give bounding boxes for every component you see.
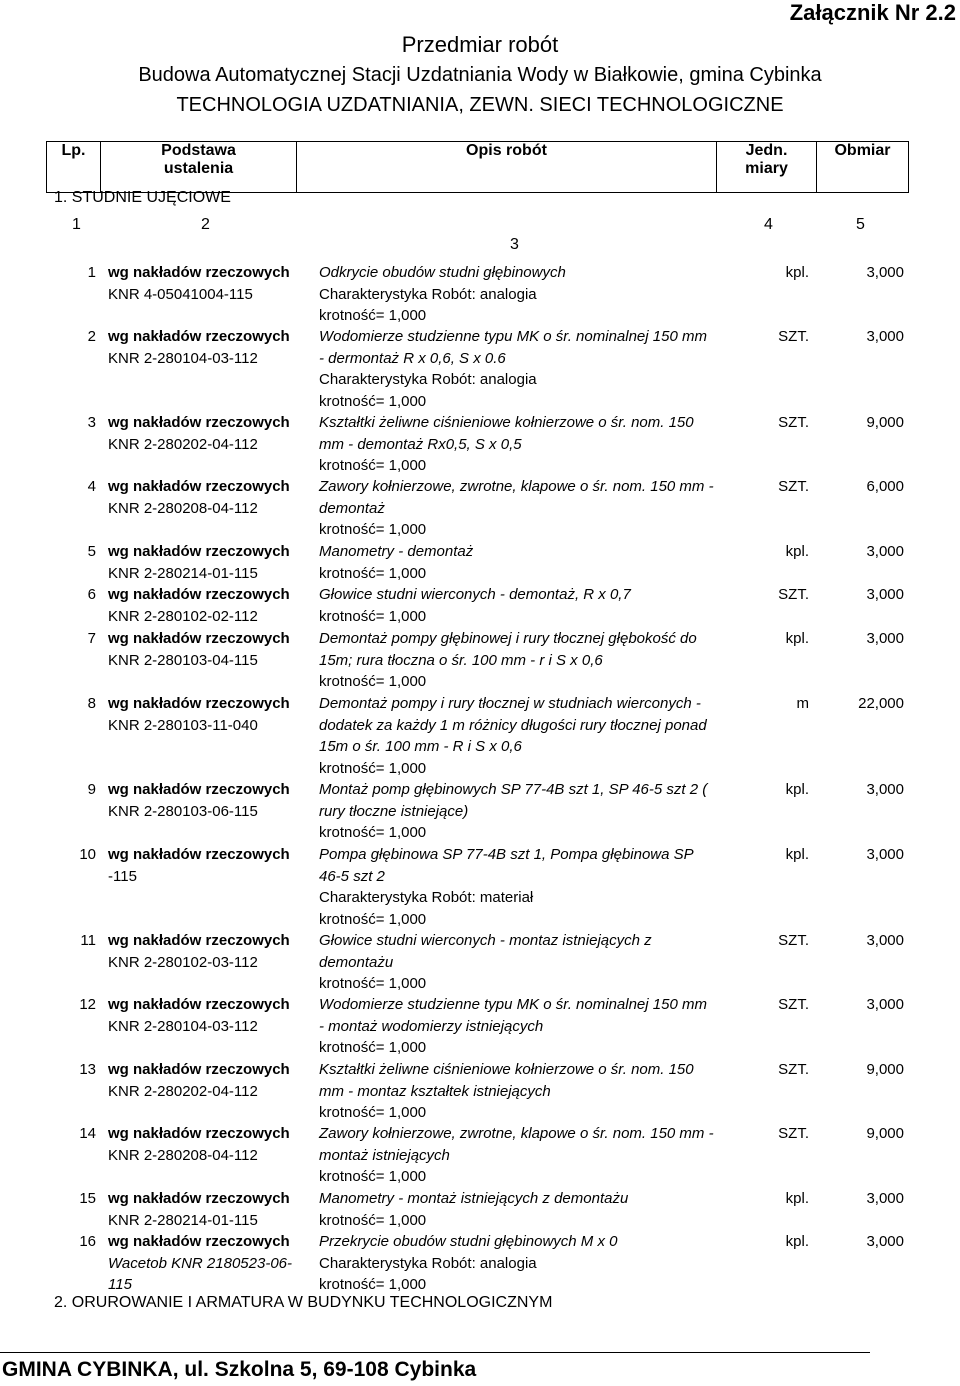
description-detail: krotność= 1,000 — [319, 392, 427, 410]
description-detail: krotność= 1,000 — [319, 910, 427, 928]
row-quantity: 3,000 — [866, 846, 904, 863]
basis-code: KNR 2-280202-04-112 — [108, 435, 258, 453]
row-unit: m — [796, 695, 809, 712]
row-quantity: 6,000 — [866, 478, 904, 495]
document-title — [0, 30, 960, 120]
row-lp: 11 — [80, 932, 96, 949]
row-unit: SZT. — [778, 414, 809, 431]
table-row — [46, 541, 908, 584]
description-line: rury tłoczne istniejące) — [319, 802, 469, 820]
basis-code: KNR 2-280104-03-112 — [108, 1017, 258, 1035]
row-lp: 12 — [79, 996, 96, 1013]
description-detail: Charakterystyka Robót: analogia — [319, 1254, 537, 1272]
row-basis — [108, 262, 298, 305]
description-line: mm - demontaż Rx0,5, S x 0,5 — [319, 435, 522, 453]
basis-code: KNR 2-280214-01-115 — [108, 564, 258, 582]
basis-method: wg nakładów rzeczowych — [108, 932, 290, 949]
description-detail: krotność= 1,000 — [319, 1276, 427, 1293]
row-description — [319, 1059, 739, 1124]
row-basis — [108, 1231, 298, 1296]
row-description — [319, 1231, 739, 1296]
description-line: montaż istniejących — [319, 1146, 450, 1164]
row-lp: 16 — [79, 1233, 96, 1250]
row-lp: 9 — [87, 781, 96, 798]
row-quantity: 3,000 — [866, 996, 904, 1013]
description-detail: krotność= 1,000 — [319, 564, 427, 582]
table-row — [46, 628, 908, 693]
basis-code: KNR 4-05041004-115 — [108, 285, 253, 303]
col-number-5: 5 — [856, 216, 865, 233]
basis-code: KNR 2-280103-04-115 — [108, 651, 258, 669]
description-line: 15m; rura tłoczna o śr. 100 mm - r i S x 0,6 — [319, 651, 603, 669]
row-description — [319, 412, 739, 477]
row-lp: 15 — [79, 1190, 96, 1207]
row-lp: 2 — [87, 328, 96, 345]
basis-code: KNR 2-280102-03-112 — [108, 953, 258, 971]
description-line: - dermontaż R x 0,6, S x 0.6 — [319, 349, 506, 367]
row-description — [319, 584, 739, 627]
basis-code: KNR 2-280102-02-112 — [108, 607, 258, 625]
row-basis — [108, 779, 298, 822]
row-basis — [108, 476, 298, 519]
basis-method: wg nakładów rzeczowych — [108, 1190, 290, 1207]
row-unit: SZT. — [778, 586, 809, 603]
description-line: dodatek za każdy 1 m różnicy długości rury tłocznej ponad — [319, 716, 707, 734]
table-row — [46, 779, 908, 844]
description-line: Zawory kołnierzowe, zwrotne, klapowe o śr. nom. 150 mm - — [319, 1125, 714, 1142]
title-main: Przedmiar robót — [401, 32, 559, 57]
row-description — [319, 779, 739, 844]
description-detail: krotność= 1,000 — [319, 975, 427, 992]
basis-method: wg nakładów rzeczowych — [108, 846, 290, 863]
row-description — [319, 1123, 739, 1188]
row-lp: 3 — [87, 414, 96, 431]
row-basis — [108, 326, 298, 369]
description-detail: krotność= 1,000 — [319, 673, 427, 690]
basis-method: wg nakładów rzeczowych — [108, 781, 290, 798]
description-detail: Charakterystyka Robót: analogia — [319, 371, 537, 388]
table-row — [46, 844, 908, 930]
row-basis — [108, 994, 298, 1037]
column-numbers — [46, 210, 908, 264]
basis-method: wg nakładów rzeczowych — [108, 1233, 290, 1250]
description-detail: krotność= 1,000 — [319, 1104, 427, 1121]
row-description — [319, 262, 739, 327]
basis-method: wg nakładów rzeczowych — [108, 414, 290, 431]
basis-code-cont: 115 — [108, 1276, 132, 1293]
row-description — [319, 693, 739, 779]
description-line: Zawory kołnierzowe, zwrotne, klapowe o śr. nom. 150 mm - — [319, 478, 714, 495]
description-line: Kształtki żeliwne ciśnieniowe kołnierzowe o śr. nom. 150 — [319, 1061, 694, 1078]
description-line: Przekrycie obudów studni głębinowych M x 0 — [319, 1233, 618, 1250]
description-line: mm - montaz kształtek istniejących — [319, 1082, 551, 1100]
table-row — [46, 584, 908, 628]
row-description — [319, 628, 739, 693]
basis-code: KNR 2-280214-01-115 — [108, 1211, 258, 1229]
row-lp: 4 — [87, 478, 96, 495]
header-basis-2: ustalenia — [163, 160, 234, 177]
basis-code: KNR 2-280202-04-112 — [108, 1082, 258, 1100]
description-detail: krotność= 1,000 — [319, 457, 427, 474]
description-line: 46-5 szt 2 — [319, 867, 385, 885]
row-lp: 14 — [79, 1125, 96, 1142]
col-number-4: 4 — [764, 216, 773, 233]
title-scope: TECHNOLOGIA UZDATNIANIA, ZEWN. SIECI TECHNOLOGICZNE — [176, 94, 784, 116]
row-unit: SZT. — [778, 1125, 809, 1142]
row-quantity: 9,000 — [866, 414, 904, 431]
row-quantity: 9,000 — [866, 1061, 904, 1078]
row-description — [319, 844, 739, 930]
row-description — [319, 476, 739, 541]
basis-code: KNR 2-280104-03-112 — [108, 349, 258, 367]
description-detail: krotność= 1,000 — [319, 759, 427, 777]
basis-code: KNR 2-280103-11-040 — [108, 716, 258, 734]
row-description — [319, 326, 739, 412]
header-unit-2: miary — [745, 160, 788, 177]
description-line: Wodomierze studzienne typu MK o śr. nominalnej 150 mm — [319, 328, 707, 345]
row-basis — [108, 541, 298, 584]
row-quantity: 3,000 — [866, 264, 904, 281]
row-quantity: 3,000 — [866, 781, 904, 798]
row-quantity: 9,000 — [866, 1125, 904, 1142]
row-lp: 13 — [79, 1061, 96, 1078]
row-unit: kpl. — [785, 264, 809, 281]
basis-method: wg nakładów rzeczowych — [108, 328, 290, 345]
row-basis — [108, 844, 298, 887]
row-basis — [108, 1123, 298, 1166]
description-detail: krotność= 1,000 — [319, 521, 427, 538]
description-line: Głowice studni wierconych - montaz istniejących z — [319, 932, 652, 949]
row-quantity: 3,000 — [866, 328, 904, 345]
basis-method: wg nakładów rzeczowych — [108, 478, 290, 495]
table-row — [46, 1231, 908, 1295]
row-basis — [108, 930, 298, 973]
basis-method: wg nakładów rzeczowych — [108, 264, 290, 281]
description-line: - montaż wodomierzy istniejących — [319, 1017, 544, 1035]
col-number-1: 1 — [72, 216, 81, 233]
row-basis — [108, 693, 298, 736]
row-unit: SZT. — [778, 996, 809, 1013]
row-quantity: 3,000 — [866, 1190, 904, 1207]
header-unit — [717, 142, 817, 193]
description-line: Montaż pomp głębinowych SP 77-4B szt 1, SP 46-5 szt 2 ( — [319, 781, 708, 798]
description-detail: krotność= 1,000 — [319, 307, 427, 324]
row-basis — [108, 1188, 298, 1231]
description-line: Pompa głębinowa SP 77-4B szt 1, Pompa głębinowa SP — [319, 846, 694, 863]
description-detail: krotność= 1,000 — [319, 1211, 427, 1229]
title-project: Budowa Automatycznej Stacji Uzdatniania Wody w Białkowie, gmina Cybinka — [138, 64, 822, 86]
row-basis — [108, 584, 298, 627]
table-row — [46, 1123, 908, 1188]
table-row — [46, 994, 908, 1059]
basis-method: wg nakładów rzeczowych — [108, 695, 290, 712]
row-lp: 10 — [79, 846, 96, 863]
row-unit: SZT. — [778, 328, 809, 345]
header-lp: Lp. — [47, 142, 101, 193]
row-quantity: 22,000 — [858, 695, 904, 712]
description-line: Odkrycie obudów studni głębinowych — [319, 264, 566, 281]
description-line: Demontaż pompy głębinowej i rury tłocznej głębokość do — [319, 630, 697, 647]
table-row — [46, 412, 908, 476]
col-number-3: 3 — [510, 236, 519, 253]
row-unit: kpl. — [785, 781, 809, 798]
footer-address: GMINA CYBINKA, ul. Szkolna 5, 69-108 Cybinka — [2, 1358, 477, 1381]
annex-label: Załącznik Nr 2.2 — [789, 0, 956, 25]
basis-method: wg nakładów rzeczowych — [108, 630, 290, 647]
description-detail: krotność= 1,000 — [319, 1039, 427, 1056]
basis-method: wg nakładów rzeczowych — [108, 1061, 290, 1078]
description-detail: krotność= 1,000 — [319, 607, 427, 625]
header-table — [46, 141, 909, 193]
section-1-title: 1. STUDNIE UJĘCIOWE — [54, 189, 231, 206]
description-line: Kształtki żeliwne ciśnieniowe kołnierzowe o śr. nom. 150 — [319, 414, 694, 431]
row-basis — [108, 412, 298, 455]
table-row — [46, 693, 908, 779]
description-line: 15m o śr. 100 mm - R i S x 0,6 — [319, 738, 522, 755]
row-lp: 6 — [87, 586, 96, 603]
row-basis — [108, 1059, 298, 1102]
row-quantity: 3,000 — [866, 1233, 904, 1250]
basis-code: KNR 2-280103-06-115 — [108, 802, 258, 820]
description-line: Manometry - demontaż — [319, 543, 474, 560]
table-row — [46, 1188, 908, 1231]
row-lp: 8 — [87, 695, 96, 712]
basis-code: -115 — [108, 867, 137, 885]
section-2-title: 2. ORUROWANIE I ARMATURA W BUDYNKU TECHNOLOGICZNYM — [54, 1294, 553, 1311]
header-basis — [101, 142, 297, 193]
table-row — [46, 326, 908, 412]
description-line: Manometry - montaż istniejących z demontażu — [319, 1190, 629, 1207]
description-line: demontażu — [319, 953, 394, 971]
basis-code: KNR 2-280208-04-112 — [108, 1146, 258, 1164]
col-number-2: 2 — [201, 216, 210, 233]
row-lp: 1 — [87, 264, 96, 281]
row-lp: 5 — [87, 543, 96, 560]
basis-method: wg nakładów rzeczowych — [108, 543, 290, 560]
row-quantity: 3,000 — [866, 630, 904, 647]
description-detail: krotność= 1,000 — [319, 824, 427, 841]
row-unit: SZT. — [778, 478, 809, 495]
footer-divider — [0, 1352, 870, 1353]
header-unit-1: Jedn. — [745, 142, 788, 159]
row-basis — [108, 628, 298, 671]
row-description — [319, 1188, 739, 1231]
description-line: Głowice studni wierconych - demontaż, R x 0,7 — [319, 586, 631, 603]
row-unit: SZT. — [778, 1061, 809, 1078]
row-description — [319, 541, 739, 584]
row-unit: SZT. — [778, 932, 809, 949]
basis-code: KNR 2-280208-04-112 — [108, 499, 258, 517]
row-unit: kpl. — [785, 543, 809, 560]
description-detail: Charakterystyka Robót: materiał — [319, 889, 534, 906]
description-detail: krotność= 1,000 — [319, 1168, 427, 1185]
header-basis-1: Podstawa — [161, 142, 236, 159]
header-qty: Obmiar — [817, 142, 909, 193]
header-desc: Opis robót — [297, 142, 717, 193]
row-quantity: 3,000 — [866, 543, 904, 560]
row-description — [319, 994, 739, 1059]
basis-code: Wacetob KNR 2180523-06- — [108, 1254, 292, 1272]
table-row — [46, 262, 908, 326]
basis-method: wg nakładów rzeczowych — [108, 586, 290, 603]
description-line: Wodomierze studzienne typu MK o śr. nominalnej 150 mm — [319, 996, 707, 1013]
row-unit: kpl. — [785, 846, 809, 863]
row-description — [319, 930, 739, 995]
description-line: demontaż — [319, 499, 385, 517]
basis-method: wg nakładów rzeczowych — [108, 1125, 290, 1142]
row-unit: kpl. — [785, 1233, 809, 1250]
row-unit: kpl. — [785, 630, 809, 647]
table-row — [46, 930, 908, 994]
description-detail: Charakterystyka Robót: analogia — [319, 285, 537, 303]
description-line: Demontaż pompy i rury tłocznej w studniach wierconych - — [319, 695, 701, 712]
row-quantity: 3,000 — [866, 586, 904, 603]
table-row — [46, 476, 908, 541]
row-quantity: 3,000 — [866, 932, 904, 949]
table-row — [46, 1059, 908, 1123]
row-unit: kpl. — [785, 1190, 809, 1207]
basis-method: wg nakładów rzeczowych — [108, 996, 290, 1013]
row-lp: 7 — [87, 630, 96, 647]
